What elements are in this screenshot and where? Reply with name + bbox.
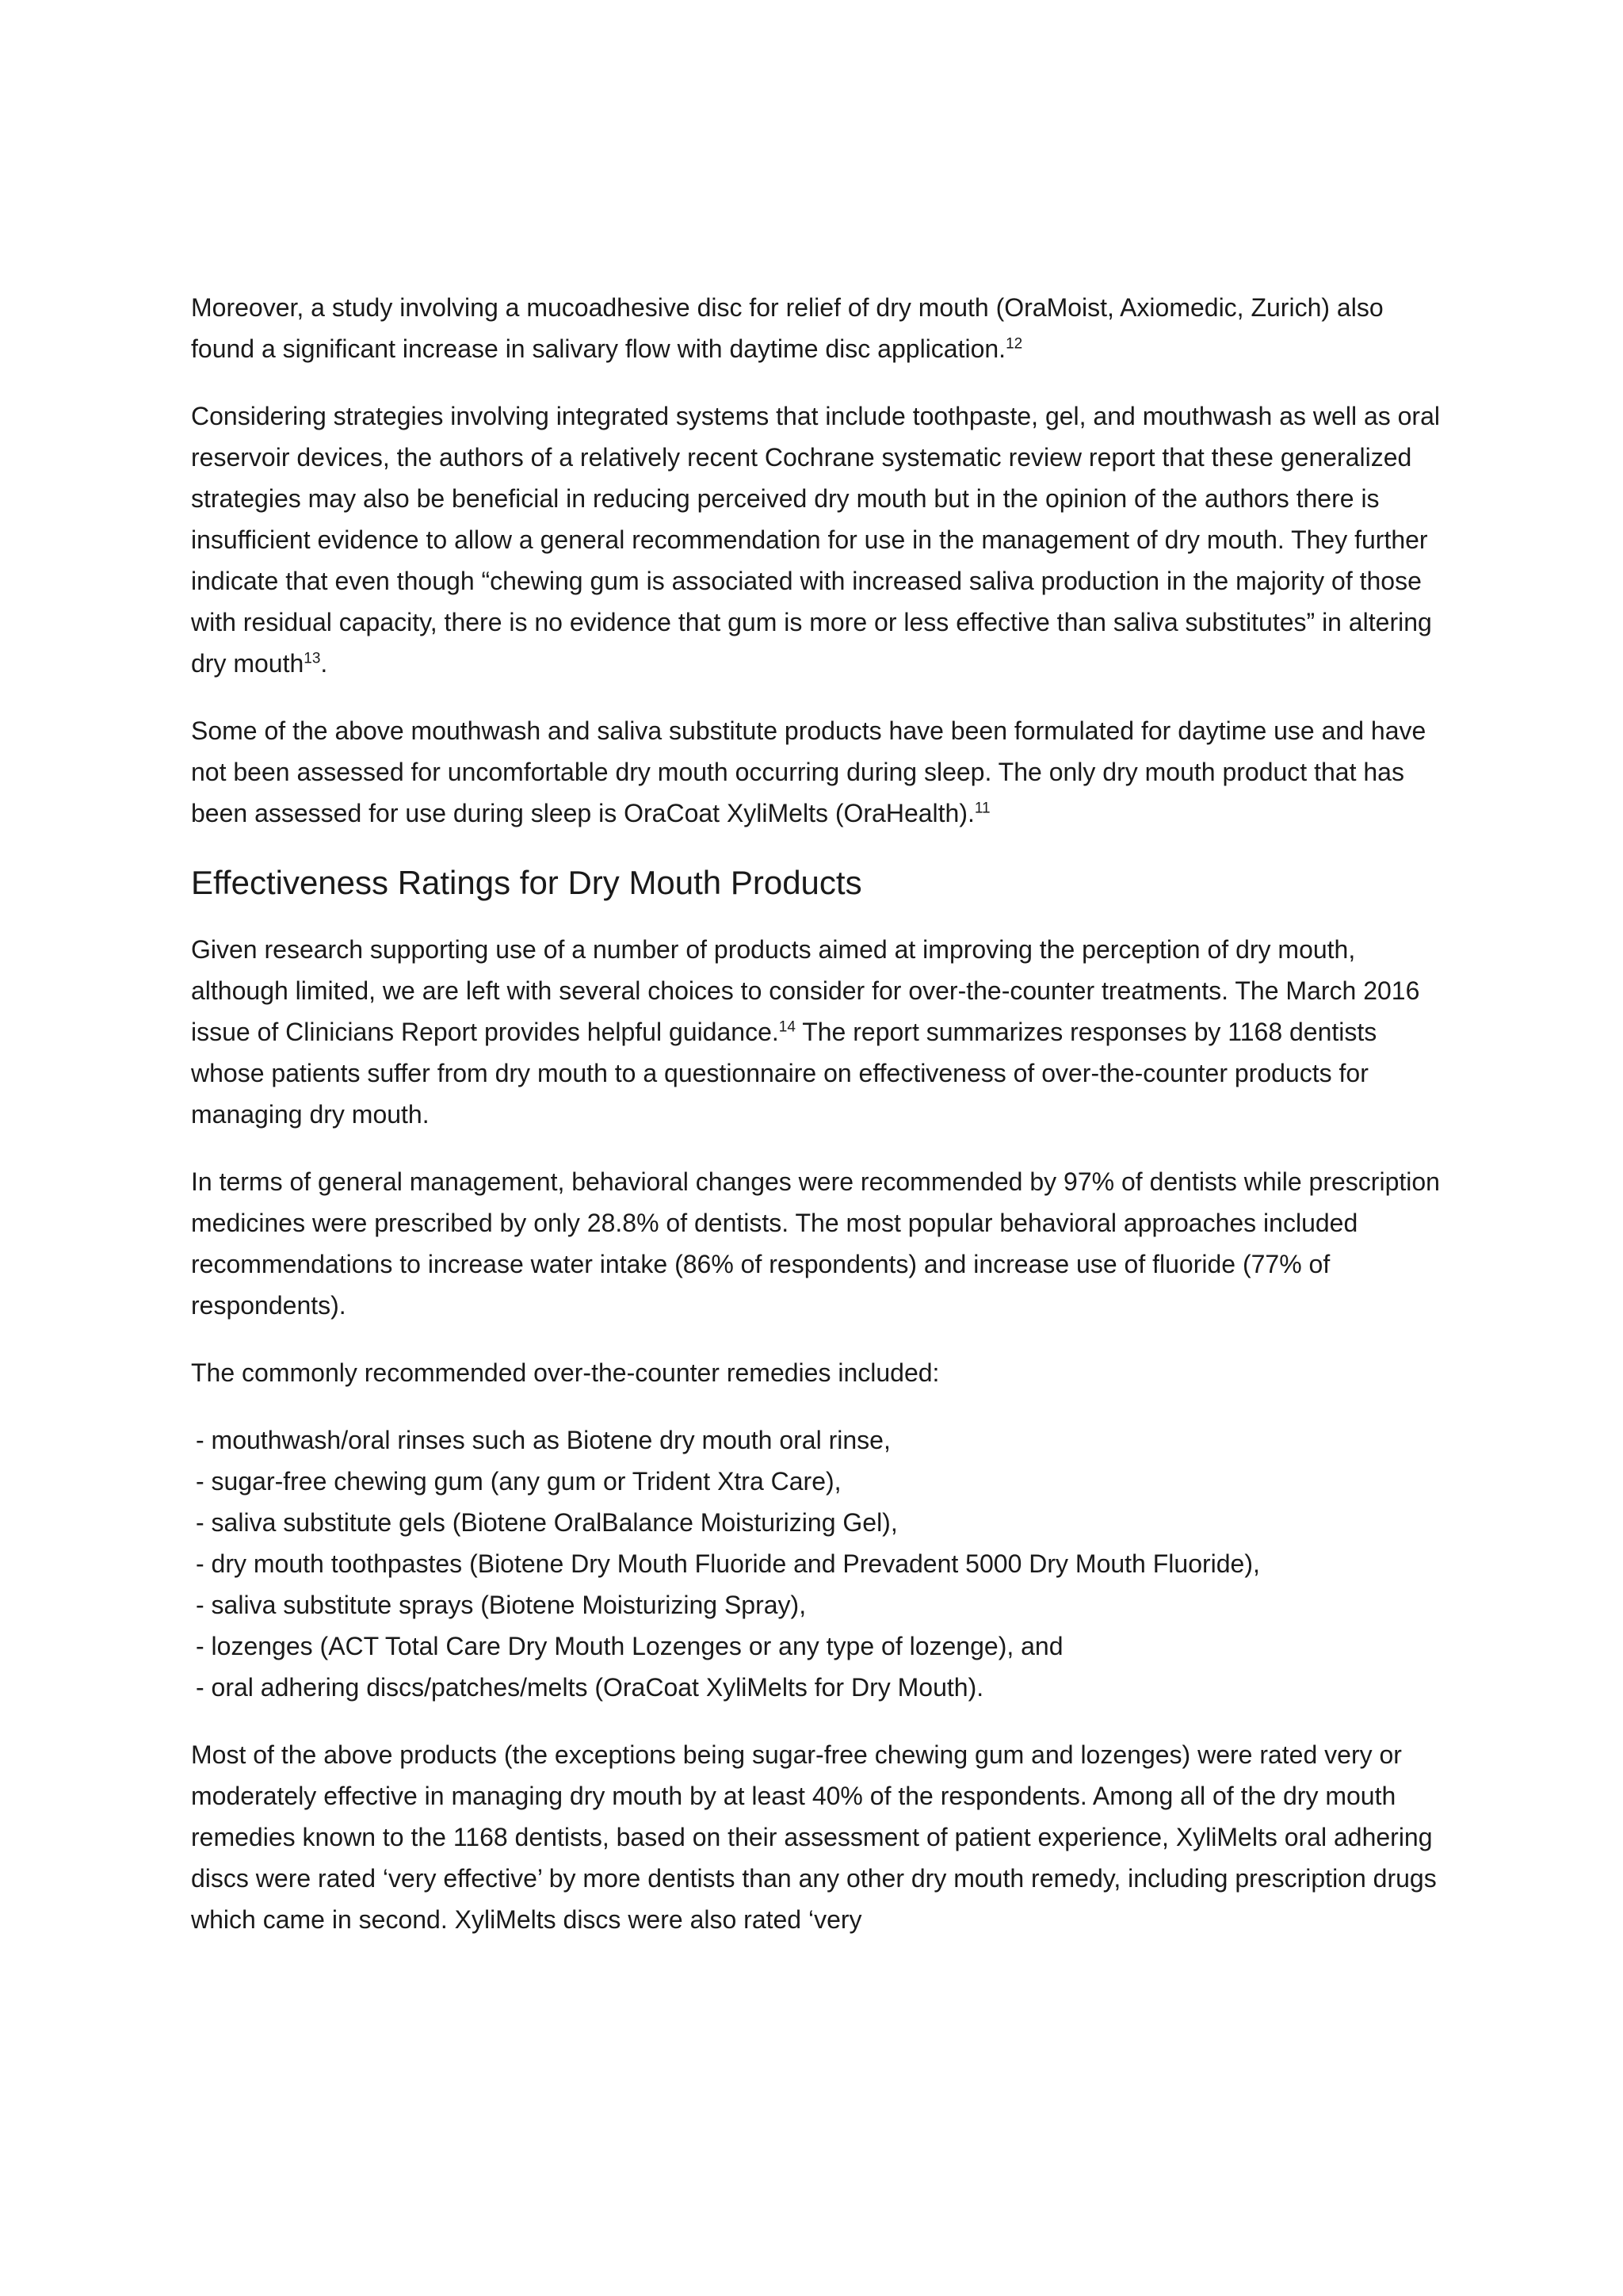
list-item: - sugar-free chewing gum (any gum or Trident Xtra Care), <box>196 1467 842 1496</box>
remedies-list <box>191 1419 1447 1708</box>
citation-superscript: 14 <box>778 1018 796 1036</box>
paragraph-integrated-systems <box>191 395 1447 684</box>
paragraph-product-ratings: Most of the above products (the exceptions being sugar-free chewing gum and lozenges) were rated very or moderately effective in managing dry mouth by at least 40% of the respondents. Among all of the dry mouth remedies known to the 1168 dentists, based on their assessment of patient experience, XyliMelts oral adhering discs were rated ‘very effective’ by more dentists than any other dry mouth remedy, including prescription drugs which came in second. XyliMelts discs were also rated ‘very <box>191 1740 1437 1934</box>
paragraph-text: Some of the above mouthwash and saliva substitute products have been formulated for daytime use and have not been assessed for uncomfortable dry mouth occurring during sleep. The only dry mouth product that has been assessed for use during sleep is OraCoat XyliMelts (OraHealth). <box>191 716 1426 827</box>
section-heading: Effectiveness Ratings for Dry Mouth Products <box>191 864 862 901</box>
paragraph-mucoadhesive-disc <box>191 287 1447 369</box>
document-page <box>191 287 1447 1966</box>
list-item: - dry mouth toothpastes (Biotene Dry Mouth Fluoride and Prevadent 5000 Dry Mouth Fluoride), <box>196 1549 1260 1578</box>
list-item: - oral adhering discs/patches/melts (OraCoat XyliMelts for Dry Mouth). <box>196 1673 984 1702</box>
list-item: - lozenges (ACT Total Care Dry Mouth Lozenges or any type of lozenge), and <box>196 1632 1064 1660</box>
paragraph-remedies-intro: The commonly recommended over-the-counter remedies included: <box>191 1358 940 1387</box>
citation-superscript: 12 <box>1006 335 1023 353</box>
list-item: - saliva substitute sprays (Biotene Moisturizing Spray), <box>196 1591 807 1619</box>
citation-superscript: 11 <box>974 800 991 817</box>
list-item: - saliva substitute gels (Biotene OralBalance Moisturizing Gel), <box>196 1508 898 1537</box>
paragraph-text: Considering strategies involving integrated systems that include toothpaste, gel, and mouthwash as well as oral reservoir devices, the authors of a relatively recent Cochrane systematic review report that these generalized strategies may also be beneficial in reducing perceived dry mouth but in the opinion of the authors there is insufficient evidence to allow a general recommendation for use in the management of dry mouth. They further indicate that even though “chewing gum is associated with increased saliva production in the majority of those with residual capacity, there is no evidence that gum is more or less effective than saliva substitutes” in altering dry mouth <box>191 402 1440 678</box>
paragraph-clinicians-report <box>191 929 1447 1135</box>
paragraph-daytime-products <box>191 710 1447 834</box>
paragraph-text: Moreover, a study involving a mucoadhesive disc for relief of dry mouth (OraMoist, Axiomedic, Zurich) also found a significant increase in salivary flow with daytime disc application. <box>191 293 1384 363</box>
paragraph-general-management: In terms of general management, behavioral changes were recommended by 97% of dentists while prescription medicines were prescribed by only 28.8% of dentists. The most popular behavioral approaches included recommendations to increase water intake (86% of respondents) and increase use of fluoride (77% of respondents). <box>191 1167 1440 1320</box>
citation-superscript: 13 <box>304 650 321 667</box>
paragraph-text: Given research supporting use of a number of products aimed at improving the perception of dry mouth, although limited, we are left with several choices to consider for over-the-counter treatments. The March 2016 issue of Clinicians Report provides helpful guidance. <box>191 935 1420 1046</box>
paragraph-tail: . <box>320 649 328 678</box>
list-item: - mouthwash/oral rinses such as Biotene dry mouth oral rinse, <box>196 1426 891 1454</box>
paragraph-text-continued: The report summarizes responses by 1168 dentists whose patients suffer from dry mouth to a questionnaire on effectiveness of over-the-counter products for managing dry mouth. <box>191 1018 1377 1129</box>
